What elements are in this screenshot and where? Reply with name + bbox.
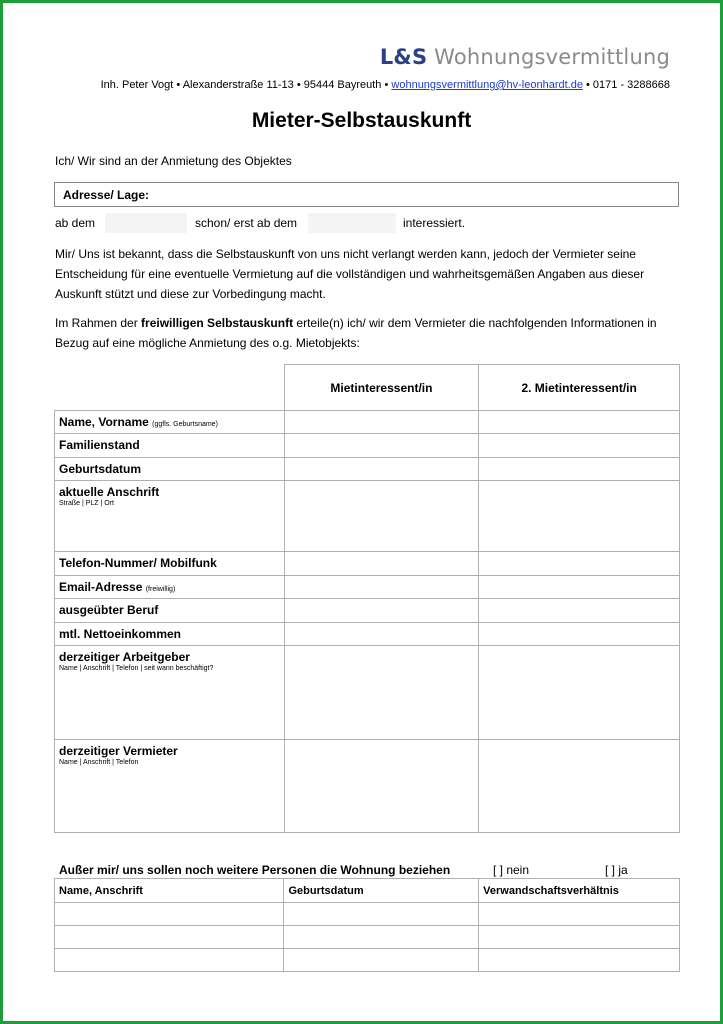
alt-date-field[interactable] [308,213,396,233]
additional-persons-line [59,863,679,879]
row-label [55,740,285,833]
row-note: (ggfls. Geburtsname) [152,421,218,428]
row-sublabel: Name | Anschrift | Telefon | seit wann beschäftigt? [59,665,214,672]
row-label-text: Telefon-Nummer/ Mobilfunk [59,556,217,570]
applicant1-cell[interactable] [284,599,479,623]
row-label-text: ausgeübter Beruf [59,603,159,617]
row-label-text: aktuelle Anschrift [59,485,160,499]
table-row [55,552,680,576]
person-cell[interactable] [55,949,284,972]
yes-checkbox[interactable]: [ ] ja [605,863,628,877]
address-label: Adresse/ Lage: [63,188,150,202]
applicant2-cell[interactable] [479,552,680,576]
row-label-text: mtl. Nettoeinkommen [59,627,182,641]
row-label [55,599,285,623]
person-cell[interactable] [284,903,479,926]
table-row [55,481,680,552]
row-label-text: Name, Vorname [59,415,149,429]
header-relationship: Verwandschaftsverhältnis [479,879,680,903]
row-sublabel: Name | Anschrift | Telefon [59,759,139,766]
row-label-text: derzeitiger Vermieter [59,744,178,758]
applicant2-cell[interactable] [479,481,680,552]
applicant1-cell[interactable] [284,552,479,576]
no-checkbox[interactable]: [ ] nein [493,863,530,877]
table-row [55,949,680,972]
table-row [55,434,680,458]
interested-label: interessiert. [403,216,466,230]
company-logo [380,45,670,69]
table-row [55,903,680,926]
row-label-text: Geburtsdatum [59,462,142,476]
row-label [55,576,285,599]
applicant2-cell[interactable] [479,434,680,458]
header-applicant-2: 2. Mietinteressent/in [479,365,680,411]
applicant1-cell[interactable] [284,458,479,481]
info-bold: freiwilligen Selbstauskunft [141,316,294,330]
applicant1-cell[interactable] [284,576,479,599]
person-cell[interactable] [55,926,284,949]
table-row [55,623,680,646]
row-label [55,623,285,646]
applicant2-cell[interactable] [479,740,680,833]
applicant1-cell[interactable] [284,481,479,552]
row-sublabel: Straße | PLZ | Ort [59,500,114,507]
row-label [55,434,285,458]
disclaimer-paragraph: Mir/ Uns ist bekannt, dass die Selbstauskunft von uns nicht verlangt werden kann, jedoch der Vermieter seine Entscheidung für eine eventuelle Vermietung auf die vollständigen und wahrheitsgemäßen Angaben aus dieser Auskunft stützt und diese zur Vorbedingung macht. [55,247,645,301]
alt-date-label: schon/ erst ab dem [195,216,298,230]
table-row [55,926,680,949]
row-label-text: derzeitiger Arbeitgeber [59,650,190,664]
table-row [55,576,680,599]
row-note: (freiwillig) [145,586,176,593]
table-row [55,599,680,623]
row-label [55,481,285,552]
from-date-label: ab dem [55,216,96,230]
info-paragraph [55,313,680,353]
applicant2-cell[interactable] [479,576,680,599]
person-cell[interactable] [55,903,284,926]
intro-text: Ich/ Wir sind an der Anmietung des Objektes [55,154,292,168]
applicant2-cell[interactable] [479,411,680,434]
applicant2-cell[interactable] [479,623,680,646]
table-row [55,646,680,740]
person-cell[interactable] [479,926,680,949]
additional-persons-question: Außer mir/ uns sollen noch weitere Personen die Wohnung beziehen [59,863,451,877]
applicant1-cell[interactable] [284,646,479,740]
person-cell[interactable] [284,926,479,949]
info-pre: Im Rahmen der [55,316,142,330]
dates-line [55,216,680,236]
applicant1-cell[interactable] [284,623,479,646]
person-cell[interactable] [284,949,479,972]
applicant2-cell[interactable] [479,599,680,623]
row-label-text: Familienstand [59,438,140,452]
logo-name: Wohnungsvermittlung [427,45,670,69]
row-label [55,552,285,576]
from-date-field[interactable] [105,213,187,233]
header-applicant-1: Mietinteressent/in [284,365,479,411]
person-cell[interactable] [479,903,680,926]
applicant-table [54,364,680,833]
applicant1-cell[interactable] [284,740,479,833]
table-corner [55,365,285,411]
table-row [55,740,680,833]
company-address [101,79,670,91]
additional-persons-table [54,878,680,972]
logo-initials: L&S [379,45,428,69]
row-label [55,646,285,740]
applicant1-cell[interactable] [284,411,479,434]
address-field[interactable] [54,182,679,207]
phone-text: • 0171 - 3288668 [582,79,670,91]
row-label [55,411,285,434]
table-row [55,411,680,434]
info-post: erteile(n) ich/ wir dem Vermieter die nachfolgenden Informationen in Bezug auf eine mögliche Anmietung des o.g. Mietobjekts: [55,316,657,350]
row-label [55,458,285,481]
row-label-text: Email-Adresse [59,580,143,594]
header-name-address: Name, Anschrift [55,879,284,903]
person-cell[interactable] [479,949,680,972]
table-row [55,458,680,481]
document-title: Mieter-Selbstauskunft [251,109,472,132]
header-birthdate: Geburtsdatum [284,879,479,903]
address-text: Inh. Peter Vogt • Alexanderstraße 11-13 • 95444 Bayreuth • [100,79,392,91]
email-link[interactable]: wohnungsvermittlung@hv-leonhardt.de [391,79,583,91]
applicant1-cell[interactable] [284,434,479,458]
applicant2-cell[interactable] [479,646,680,740]
applicant2-cell[interactable] [479,458,680,481]
